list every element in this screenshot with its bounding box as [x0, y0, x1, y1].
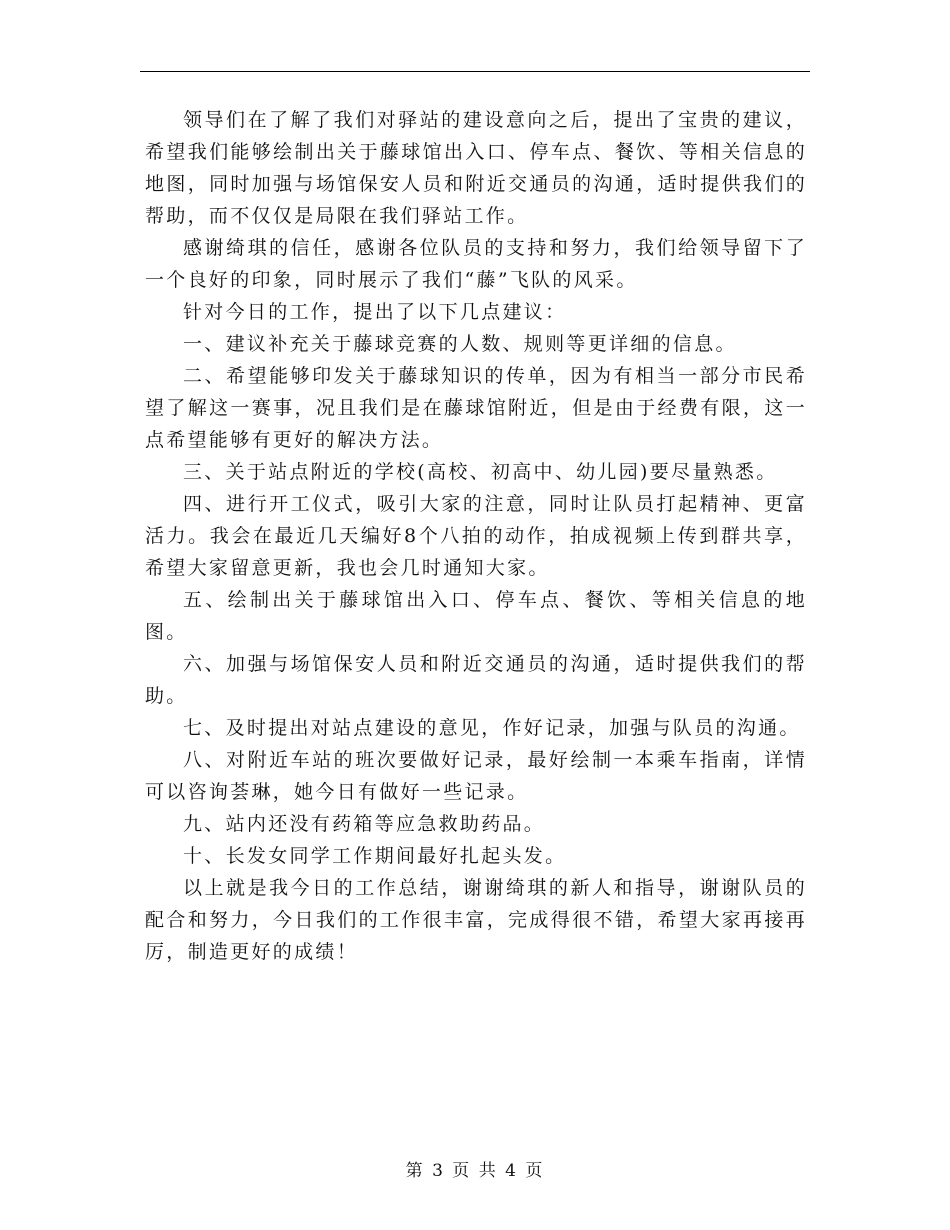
paragraph: 以上就是我今日的工作总结，谢谢绮琪的新人和指导，谢谢队员的配合和努力，今日我们的工作很丰富，完成得很不错，希望大家再接再厉，制造更好的成绩！: [145, 877, 807, 963]
paragraph: 针对今日的工作，提出了以下几点建议：: [183, 301, 567, 323]
page-number: 第 3 页 共 4 页: [405, 1161, 545, 1181]
paragraph: 八、对附近车站的班次要做好记录，最好绘制一本乘车指南，详情可以咨询荟琳，她今日有做好一些记录。: [145, 749, 807, 803]
paragraph: 领导们在了解了我们对驿站的建设意向之后，提出了宝贵的建议，希望我们能够绘制出关于藤球馆出入口、停车点、餐饮、等相关信息的地图，同时加强与场馆保安人员和附近交通员的沟通，适时提供我们的帮助，而不仅仅是局限在我们驿站工作。: [145, 109, 807, 227]
paragraph: 二、希望能够印发关于藤球知识的传单，因为有相当一部分市民希望了解这一赛事，况且我们是在藤球馆附近，但是由于经费有限，这一点希望能够有更好的解决方法。: [145, 365, 807, 451]
document-body: [145, 104, 807, 968]
paragraph: 感谢绮琪的信任，感谢各位队员的支持和努力，我们给领导留下了一个良好的印象，同时展示了我们“藤”飞队的风采。: [145, 237, 807, 291]
header-rule: [140, 71, 810, 72]
paragraph: 十、长发女同学工作期间最好扎起头发。: [183, 845, 567, 867]
paragraph: 三、关于站点附近的学校(高校、初高中、幼儿园)要尽量熟悉。: [183, 461, 778, 483]
paragraph: 五、绘制出关于藤球馆出入口、停车点、餐饮、等相关信息的地图。: [145, 589, 807, 643]
paragraph: 九、站内还没有药箱等应急救助药品。: [183, 813, 546, 835]
paragraph: 四、进行开工仪式，吸引大家的注意，同时让队员打起精神、更富活力。我会在最近几天编好8个八拍的动作，拍成视频上传到群共享，希望大家留意更新，我也会几时通知大家。: [145, 493, 807, 579]
paragraph: 七、及时提出对站点建设的意见，作好记录，加强与队员的沟通。: [183, 717, 801, 739]
paragraph: 六、加强与场馆保安人员和附近交通员的沟通，适时提供我们的帮助。: [145, 653, 807, 707]
paragraph: 一、建议补充关于藤球竞赛的人数、规则等更详细的信息。: [183, 333, 737, 355]
